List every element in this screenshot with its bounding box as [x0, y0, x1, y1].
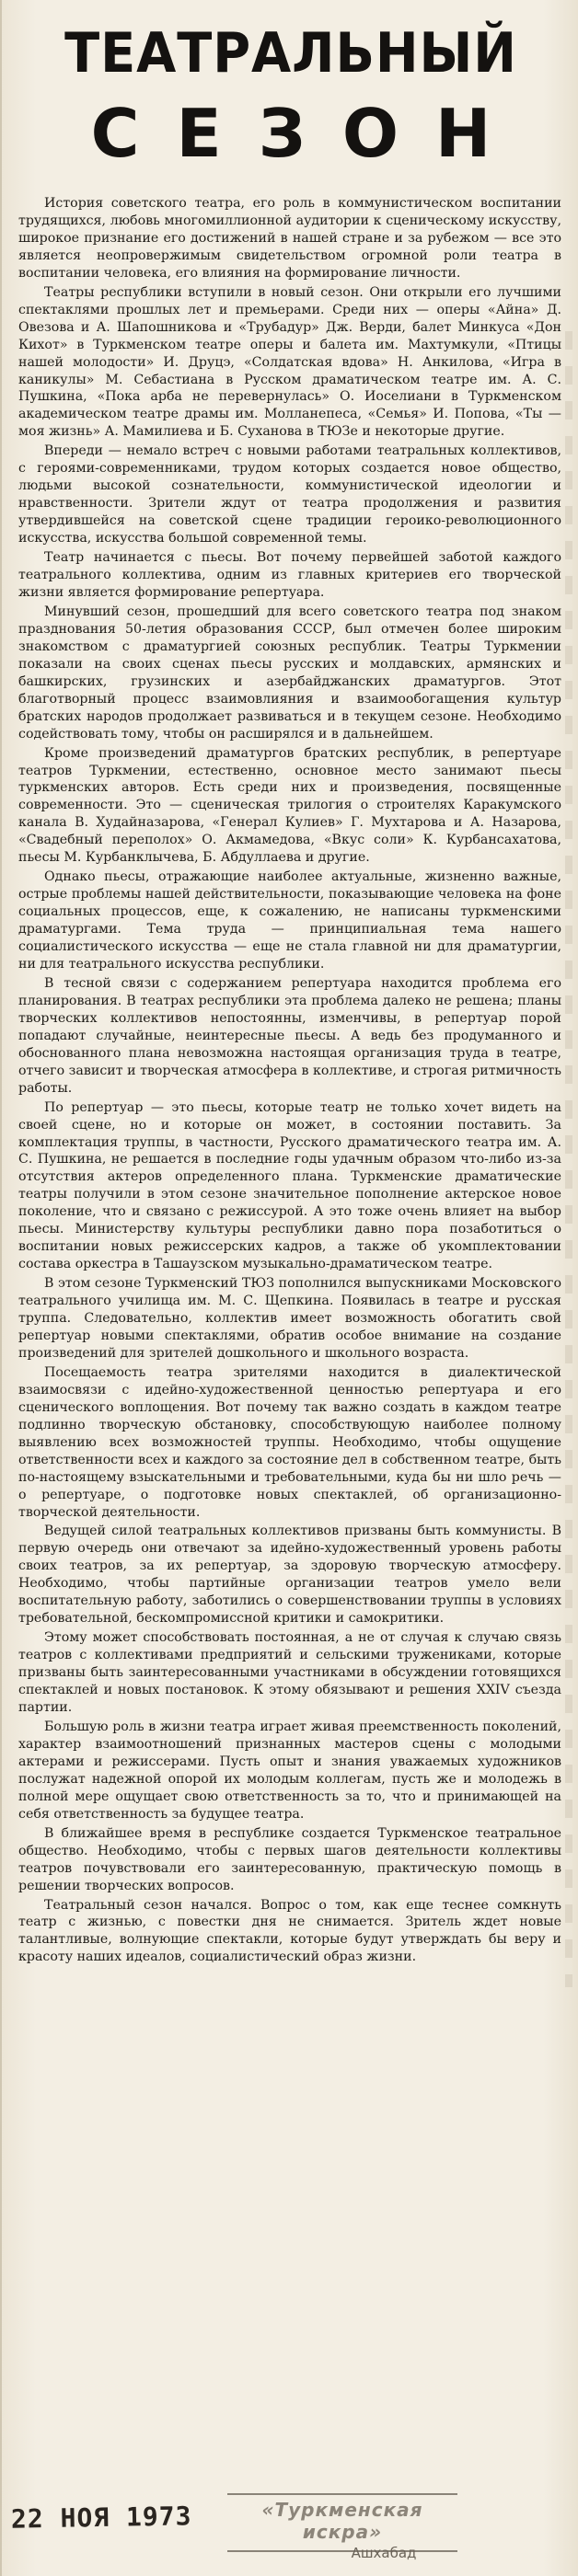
paragraph: Ведущей силой театральных коллективов призваны быть коммунисты. В первую очередь они отвечают за идейно-художественный уровень работы своих театров, за их репертуар, за здоровую творческую атмосферу. Необходимо, чтобы партийные организации театров умело вели воспитательную работу, заботились о совершенствовании труппы в условиях требовательной, бескомпромиссной критики и самокритики.	[18, 1524, 561, 1627]
newspaper-city: Ашхабад	[351, 2545, 417, 2561]
paragraph: В ближайшее время в республике создается Туркменское театральное общество. Необходимо, чтобы с первых шагов деятельности коллективы театров почувствовали его заинтересованную, практическую помощь в решении творческих вопросов.	[18, 1825, 561, 1893]
paragraph: Театры республики вступили в новый сезон. Они открыли его лучшими спектаклями прошлых лет и премьерами. Среди них — оперы «Айна» Д. Овезова и А. Шапошникова и «Трубадур» Дж. Верди, балет Минкуса «Дон Кихот» в Туркменском театре оперы и балета им. Махтумкули, «Птицы нашей молодости» И. Друцэ, «Солдатская вдова» Н. Анкилова, «Игра в каникулы» М. Себастиана в Русском драматическом театре им. А. С. Пушкина, «Пока арба не перевернулась» О. Иоселиани в Туркменском академическом театре драмы им. Молланепеса, «Семья» И. Попова, «Ты — моя жизнь» А. Мамилиева и Б. Суханова в ТЮЗе и некоторые другие.	[18, 284, 561, 440]
paragraph: Театральный сезон начался. Вопрос о том, как еще теснее сомкнуть театр с жизнью, с повестки дня не снимается. Зритель ждет новые талантливые, волнующие спектакли, которые будут утверждать бы веру и красоту наших идеалов, социалистический образ жизни.	[18, 1897, 561, 1965]
paragraph: В этом сезоне Туркменский ТЮЗ пополнился выпускниками Московского театрального училища им. М. С. Щепкина. Появилась в театре и русская труппа. Следовательно, коллектив имеет возможность обогатить свой репертуар новыми спектаклями, обратив особое внимание на создание произведений для зрителей дошкольного и школьного возраста.	[18, 1276, 561, 1361]
archive-footer	[2, 2475, 578, 2561]
paragraph: Минувший сезон, прошедший для всего советского театра под знаком празднования 50-летия образования СССР, был отмечен более широким знакомством с драматургией союзных республик. Театры Туркмении показали на своих сценах пьесы русских и молдавских, армянских и башкирских, грузинских и азербайджанских драматургов. Этот благотворный процесс взаимовлияния и взаимообогащения культур братских народов продолжает развиваться и в текущем сезоне. Необходимо содействовать тому, чтобы он расширялся и в дальнейшем.	[18, 604, 561, 742]
headline-line-2: СЕЗОН	[90, 95, 528, 172]
paragraph: Однако пьесы, отражающие наиболее актуальные, жизненно важные, острые проблемы нашей действительности, показывающие человека на фоне социальных процессов, еще, к сожалению, не написаны туркменскими драматургами. Тема труда — принципиальная тема нашего социалистического искусства — еще не стала главной ни для драматургии, ни для театрального искусства республики.	[18, 869, 561, 972]
date-stamp: 22 НОЯ 1973	[10, 2501, 192, 2535]
newspaper-stamp	[227, 2493, 457, 2561]
paragraph: Посещаемость театра зрителями находится в диалектической взаимосвязи с идейно-художественной ценностью репертуара и его сценического воплощения. Вот почему так важно создать в каждом театре подлинно творческую обстановку, способствующую наиболее полному выявлению всех возможностей труппы. Необходимо, чтобы ощущение ответственности всех и каждого за состояние дел в собственном театре, быть по-настоящему взыскательными и требовательными, куда бы ни шло речь — о репертуаре, о подготовке новых спектаклей, об организационно-творческой деятельности.	[18, 1364, 561, 1520]
paragraph: Впереди — немало встреч с новыми работами театральных коллективов, с героями-современниками, трудом которых создается новое общество, людьми высокой сознательности, коммунистической идеологии и нравственности. Зрители ждут от театра продолжения и развития утвердившейся на советской сцене традиции героико-революционного искусства, искусства большой современной темы.	[18, 443, 561, 546]
paragraph: В тесной связи с содержанием репертуара находится проблема его планирования. В театрах республики эта проблема далеко не решена; планы творческих коллективов непостоянны, изменчивы, в репертуар порой попадают случайные, неинтересные пьесы. А ведь без продуманного и обоснованного плана невозможна настоящая организация труда в театре, отчего зависит и творческая атмосфера в коллективе, и строгая ритмичность работы.	[18, 975, 561, 1096]
paragraph: История советского театра, его роль в коммунистическом воспитании трудящихся, любовь многомиллионной аудитории к сценическому искусству, широкое признание его достижений в нашей стране и за рубежом — все это является неопровержимым свидетельством огромной роли театра в воспитании человека, его влияния на формирование личности.	[18, 196, 561, 281]
paragraph: По репертуар — это пьесы, которые театр не только хочет видеть на своей сцене, но и которые он может, в состоянии поставить. За комплектация труппы, в частности, Русского драматического театра им. А. С. Пушкина, не решается в последние годы удачным образом что-либо из-за отсутствия актеров определенного плана. Туркменские драматические театры получили в этом сезоне значительное пополнение актерское новое поколение, что и связано с режиссурой. А это тоже очень влияет на выбор пьесы. Министерству культуры республики давно пора позаботиться о воспитании новых режиссерских кадров, а также об укомплектовании состава оркестра в Ташаузском музыкально-драматическом театре.	[18, 1099, 561, 1272]
headline-line-1: ТЕАТРАЛЬНЫЙ	[64, 21, 517, 86]
paragraph: Кроме произведений драматургов братских республик, в репертуаре театров Туркмении, естественно, основное место занимают пьесы туркменских авторов. Есть среди них и произведения, посвященные современности. Это — сценическая трилогия о строителях Каракумского канала В. Худайназарова, «Генерал Кулиев» Г. Мухтарова и А. Назарова, «Свадебный переполох» О. Акмамедова, «Вкус соли» К. Курбансахатова, пьесы М. Курбанклычева, Б. Абдуллаева и другие.	[18, 745, 561, 866]
paragraph: Этому может способствовать постоянная, а не от случая к случаю связь театров с коллективами предприятий и сельскими тружениками, которые призваны быть заинтересованными участниками в обсуждении готовящихся спектаклей и новых постановок. К этому обязывают и решения XXIV съезда партии.	[18, 1630, 561, 1716]
paragraph: Театр начинается с пьесы. Вот почему первейшей заботой каждого театрального коллектива, одним из главных критериев его творческой жизни является формирование репертуара.	[18, 550, 561, 600]
paper-fold-edge	[565, 331, 572, 1987]
article-body	[18, 195, 561, 1966]
newspaper-name: «Туркменская искра»	[261, 2499, 423, 2543]
paragraph: Большую роль в жизни театра играет живая преемственность поколений, характер взаимоотношений признанных мастеров сцены с молодыми актерами и режиссерами. Пусть опыт и знания уважаемых художников послужат надежной опорой их молодым коллегам, пусть же и молодежь в полной мере ощущает свою ответственность за то, что и принимающей на себя ответственность за будущее театра.	[18, 1719, 561, 1822]
